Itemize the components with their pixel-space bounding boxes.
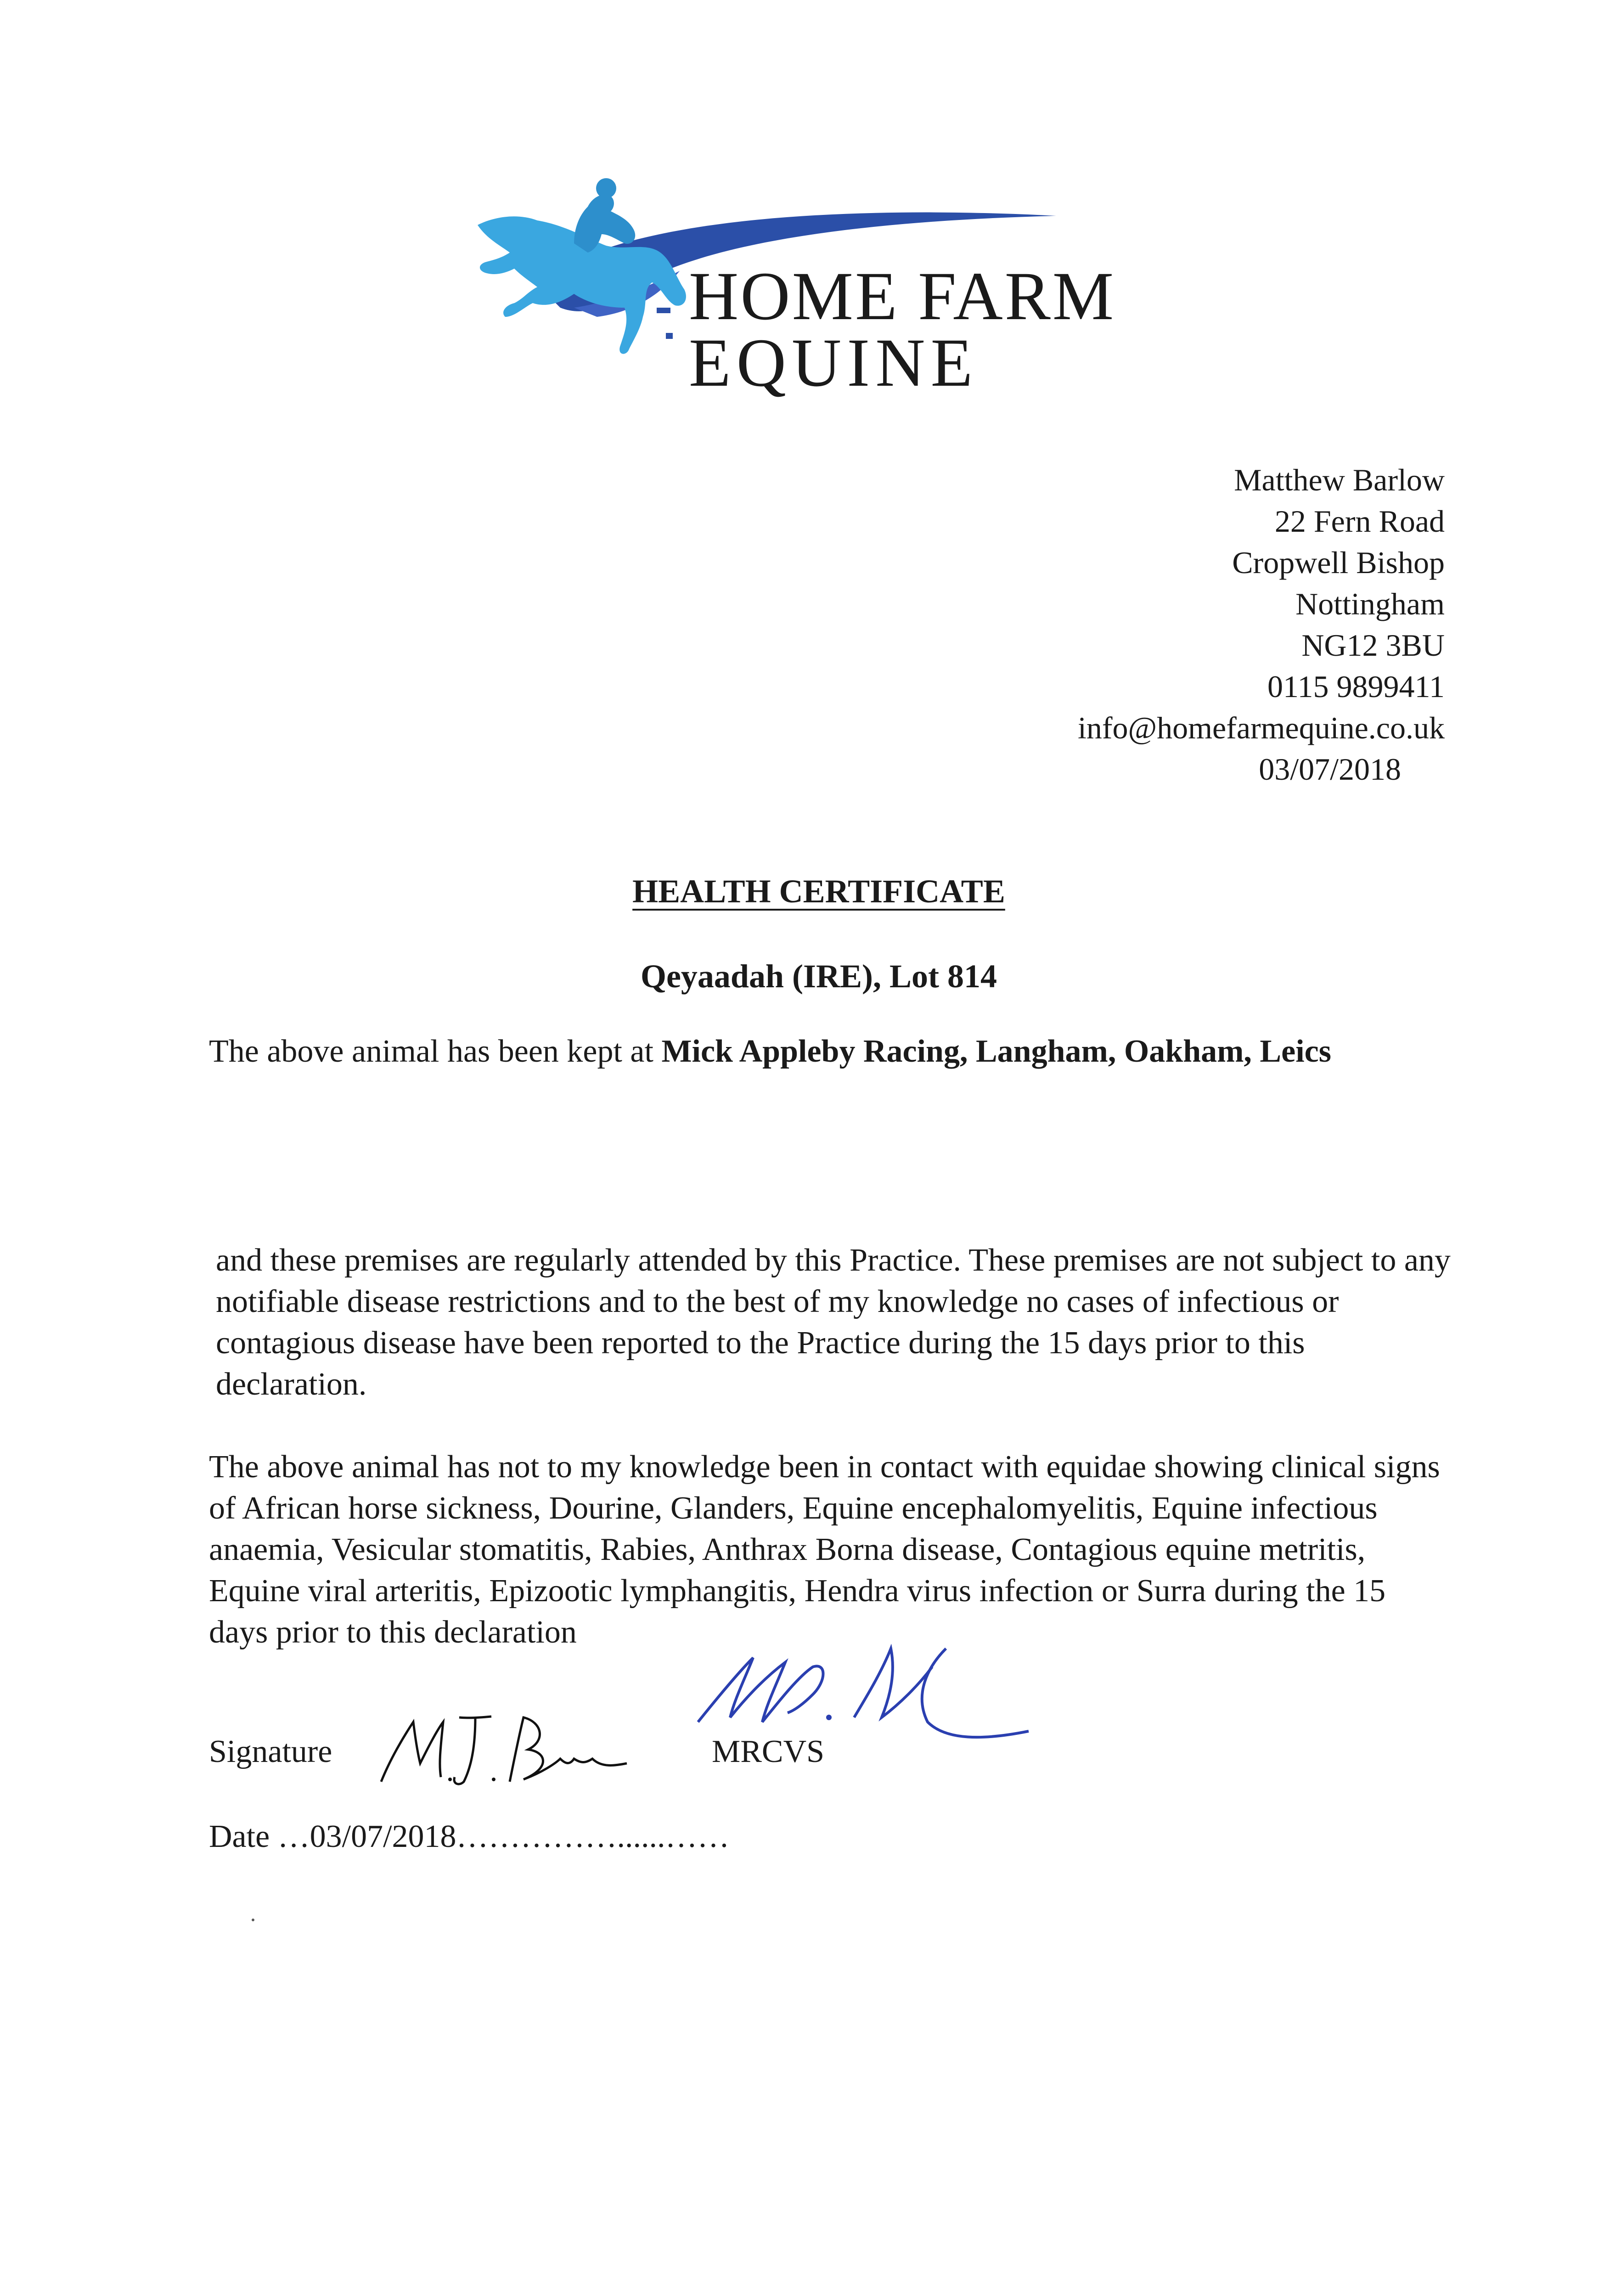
signature-handwriting-icon	[377, 1694, 634, 1795]
premises-paragraph: and these premises are regularly attended by this Practice. These premises are not subject to any notifiable disease restrictions and to the best of my knowledge no cases of infectious or contagious disease have been reported to the Practice during the 15 days prior to this declaration.	[216, 1243, 1451, 1402]
address-city: Nottingham	[1295, 586, 1445, 621]
address-street: 22 Fern Road	[1274, 504, 1445, 539]
mrcvs-label: MRCVS	[712, 1734, 825, 1769]
address-name: Matthew Barlow	[1234, 462, 1445, 497]
kept-at-paragraph	[209, 1031, 1449, 1072]
signature-label: Signature	[209, 1734, 332, 1769]
certificate-title: HEALTH CERTIFICATE	[632, 873, 1005, 910]
logo-text-line2: EQUINE	[689, 325, 979, 401]
sender-address	[1078, 459, 1445, 790]
logo-text-line1: HOME FARM	[689, 258, 1116, 334]
animal-name: Qeyaadah (IRE), Lot 814	[640, 958, 997, 995]
kept-prefix: The above animal has been kept at	[209, 1034, 662, 1069]
date-line: Date …03/07/2018……………......……	[209, 1819, 730, 1854]
contact-declaration-paragraph: The above animal has not to my knowledge been in contact with equidae showing clinical signs of African horse sickness, Dourine, Glanders, Equine encephalomyelitis, Equine infectious anaemia, Vesicular stomatitis, Rabies, Anthrax Borna disease, Contagious equine metritis, Equine viral arteritis, Epizootic lymphangitis, Hendra virus infection or Surra during the 15 days prior to this declaration	[209, 1449, 1440, 1650]
kept-location: Mick Appleby Racing, Langham, Oakham, Leics	[661, 1034, 1331, 1069]
scan-speck	[252, 1919, 254, 1921]
address-date: 03/07/2018	[1259, 752, 1401, 787]
mrcvs-signature-icon	[689, 1630, 1038, 1750]
home-farm-equine-logo	[468, 170, 1130, 409]
address-village: Cropwell Bishop	[1232, 545, 1445, 580]
address-phone: 0115 9899411	[1267, 669, 1445, 704]
address-email: info@homefarmequine.co.uk	[1077, 710, 1445, 745]
address-postcode: NG12 3BU	[1301, 628, 1445, 663]
